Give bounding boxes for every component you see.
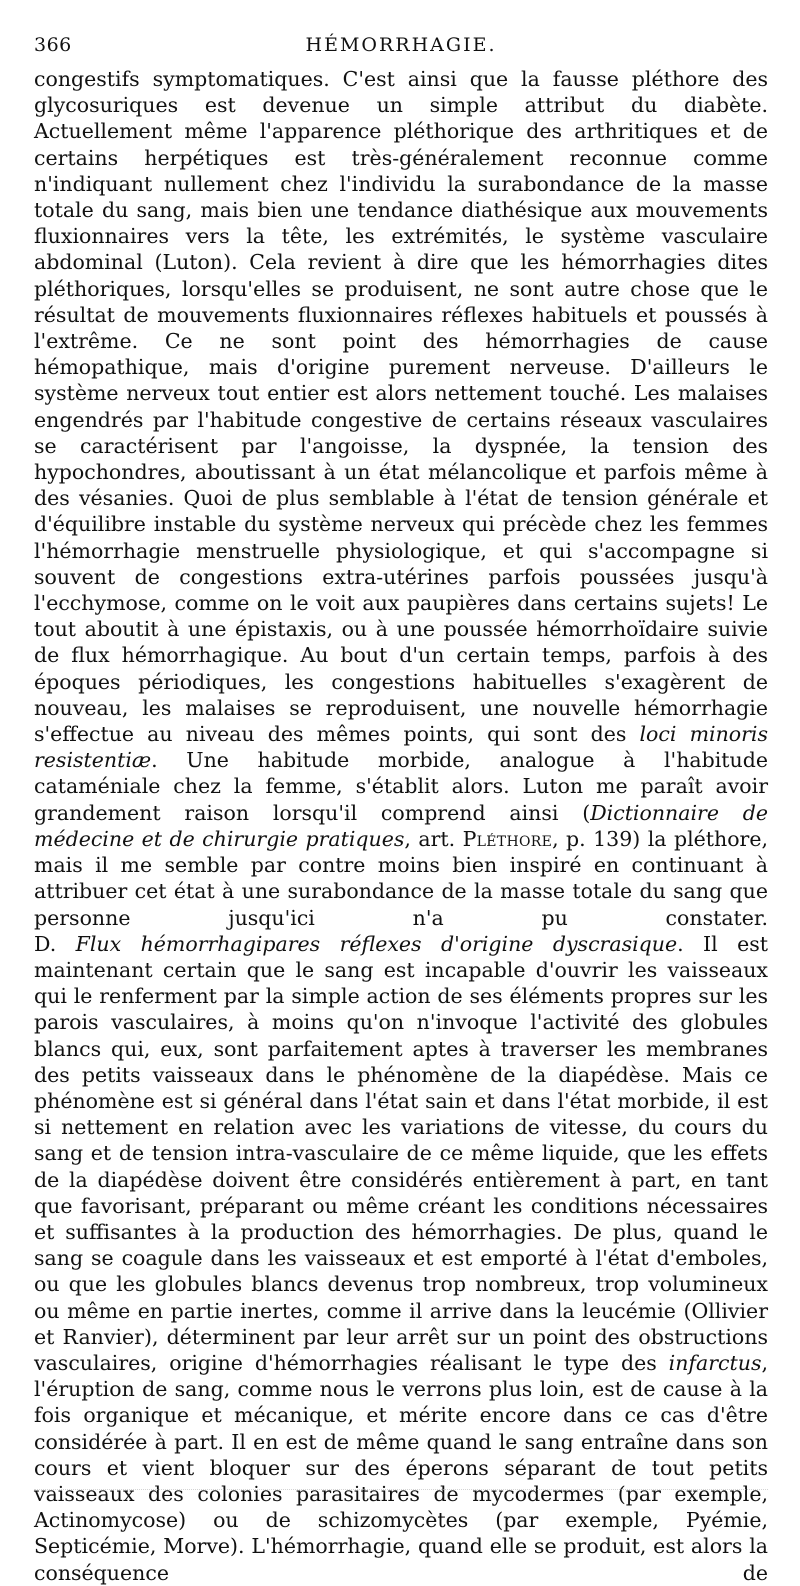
body-text [34, 66, 768, 1586]
footer-rule [34, 1489, 768, 1490]
section-label: D. [34, 931, 57, 956]
citation-article: Pléthore [462, 826, 553, 851]
paragraph-text: , l'éruption de sang, comme nous le verrons plus loin, est de cause à la fois organique et mécanique, et mérite encore dans ce cas d'être considérée à part. Il en est de même quand le sang entraîne dans son cours et vient bloquer sur des éperons séparant de tout petits vaisseaux des colonies parasitaires de mycodermes (par exemple, Actinomycose) ou de schizomycètes (par exemple, Pyémie, Septicémie, Morve). L'hémorrhagie, quand elle se produit, est alors la conséquence de [34, 1350, 768, 1585]
paragraph-text: . Une habitude morbide, analogue à l'habitude cataméniale chez la femme, s'établit alors. Luton me paraît avoir grandement raison lorsqu'il comprend ainsi ( [34, 748, 768, 825]
paragraph-text: , p. 139) la pléthore, mais il me semble par contre moins bien inspiré en continuant à attribuer cet état à une surabondance de la masse totale du sang que personne jusqu'ici n'a pu constater. [34, 826, 768, 930]
paragraph-section-d [34, 931, 768, 1586]
paragraph-text: congestifs symptomatiques. C'est ainsi que la fausse pléthore des glycosuriques est devenue un simple attribut du diabète. Actuellement même l'apparence pléthorique des arthritiques et de certains herpétiques est très-généralement reconnue comme n'indiquant nullement chez l'individu la surabondance de la masse totale du sang, mais bien une tendance diathésique aux mouvements fluxionnaires vers la tête, les extrémités, le système vasculaire abdominal (Luton). Cela revient à dire que les hémorrhagies dites pléthoriques, lorsqu'elles se produisent, ne sont autre chose que le résultat de mouvements fluxionnaires réflexes habituels et poussés à l'extrême. Ce ne sont point des hémorrhagies de cause hémopathique, mais d'origine purement nerveuse. D'ailleurs le système nerveux tout entier est alors nettement touché. Les malaises engendrés par l'habitude congestive de certains réseaux vasculaires se caractérisent par l'angoisse, la dyspnée, la tension des hypochondres, aboutissant à un état mélancolique et parfois même à des vésanies. Quoi de plus semblable à l'état de tension générale et d'équilibre instable du système nerveux qui précède chez les femmes l'hémorrhagie menstruelle physiologique, et qui s'accompagne si souvent de congestions extra-utérines parfois poussées jusqu'à l'ecchymose, comme on le voit aux paupières dans certains sujets! Le tout aboutit à une épistaxis, ou à une poussée hémorrhoïdaire suivie de flux hémorrhagique. Au bout d'un certain temps, parfois à des époques périodiques, les congestions habituelles s'exagèrent de nouveau, les malaises se reproduisent, une nouvelle hémorrhagie s'effectue au niveau des mêmes points, qui sont des [34, 67, 768, 747]
document-page [34, 26, 768, 1586]
citation-title: Dictionnaire de médecine et de chirurgie pratiques [34, 800, 768, 851]
running-title: HÉMORRHAGIE. [305, 34, 497, 56]
italic-term: infarctus [668, 1350, 762, 1375]
page-number: 366 [34, 34, 72, 56]
italic-phrase: loci minoris resistentiæ [34, 722, 768, 773]
running-header [34, 26, 768, 66]
section-title: Flux hémorrhagipares réflexes d'origine dyscrasique [75, 931, 678, 956]
paragraph-text: , art. [404, 826, 456, 851]
paragraph-text: . Il est maintenant certain que le sang est incapable d'ouvrir les vaisseaux qui le renferment par la simple action de ses éléments propres sur les parois vasculaires, à moins qu'on n'invoque l'activité des globules blancs qui, eux, sont parfaitement aptes à traverser les membranes des petits vaisseaux dans le phénomène de la diapédèse. Mais ce phénomène est si général dans l'état sain et dans l'état morbide, il est si nettement en relation avec les variations de vitesse, du cours du sang et de tension intra-vasculaire de ce même liquide, que les effets de la diapédèse doivent être considérés entièrement à part, en tant que favorisant, préparant ou même créant les conditions nécessaires et suffisantes à la production des hémorrhagies. De plus, quand le sang se coagule dans les vaisseaux et est emporté à l'état d'emboles, ou que les globules blancs devenus trop nombreux, trop volumineux ou même en partie inertes, comme il arrive dans la leucémie (Ollivier et Ranvier), déterminent par leur arrêt sur un point des obstructions vasculaires, origine d'hémorrhagies réalisant le type des [34, 931, 768, 1375]
paragraph-pléthore [34, 66, 768, 931]
